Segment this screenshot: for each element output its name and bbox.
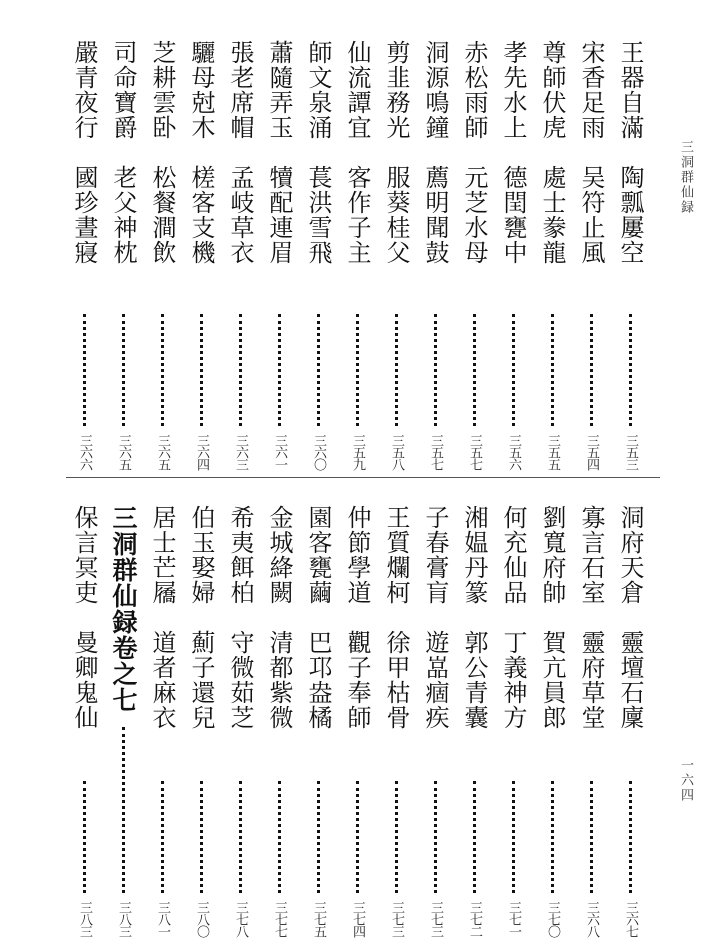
section-divider (66, 477, 660, 478)
toc-entry-title: 嚴青夜行 國珍晝寢 (70, 40, 98, 265)
chapter-title: 三洞群仙録卷之七 (109, 505, 138, 713)
toc-entry-page: 三七一 (506, 901, 521, 937)
toc-entry (419, 505, 451, 937)
toc-entry-page: 三八一 (155, 901, 170, 937)
toc-entry-page: 三五四 (584, 434, 599, 470)
toc-section-top (0, 40, 710, 470)
toc-entry-title: 驪母尅木 槎客支機 (187, 40, 215, 265)
toc-entry-page: 三六七 (623, 901, 638, 937)
toc-entry (458, 505, 490, 937)
dot-leader (83, 781, 86, 893)
toc-entry-page: 三五七 (467, 434, 482, 470)
running-title: 三洞群仙録 (678, 140, 693, 215)
toc-section-bottom (0, 505, 710, 937)
toc-entry-title: 金城絳闕 清都紫微 (265, 505, 293, 730)
toc-entry (575, 40, 607, 470)
toc-entry-title: 蕭隨弄玉 犢配連眉 (265, 40, 293, 265)
toc-entry (107, 40, 139, 470)
dot-leader (239, 314, 242, 426)
toc-entry (146, 505, 178, 937)
toc-entry-title: 芝耕雲卧 松餐澗飲 (148, 40, 176, 265)
toc-entry (224, 40, 256, 470)
toc-entry-page: 三六四 (194, 434, 209, 470)
toc-entry-page: 三六五 (155, 434, 170, 470)
dot-leader (278, 781, 281, 893)
dot-leader (473, 314, 476, 426)
dot-leader (629, 781, 632, 893)
toc-entry (302, 40, 334, 470)
toc-entry-page: 三六〇 (311, 434, 326, 470)
toc-entry-page: 三六三 (233, 434, 248, 470)
toc-entry (380, 505, 412, 937)
toc-entry (68, 505, 100, 937)
toc-entry-title: 司命寶爵 老父神枕 (109, 40, 137, 265)
toc-entry-page: 三六六 (77, 434, 92, 470)
toc-entry-title: 寡言石室 靈府草堂 (577, 505, 605, 730)
toc-entry-page: 三六一 (272, 434, 287, 470)
dot-leader (122, 727, 125, 893)
dot-leader (83, 314, 86, 426)
toc-entry-title: 居士芒屩 道者麻衣 (148, 505, 176, 730)
toc-entry-title: 希夷餌柏 守微茹芝 (226, 505, 254, 730)
toc-entry-title: 王器自滿 陶瓢屢空 (616, 40, 644, 265)
toc-entry (341, 40, 373, 470)
toc-entry-title: 王質爛柯 徐甲枯骨 (382, 505, 410, 730)
dot-leader (122, 314, 125, 426)
toc-entry (614, 505, 646, 937)
toc-entry-title: 仙流譚宜 客作子主 (343, 40, 371, 265)
dot-leader (200, 314, 203, 426)
dot-leader (512, 781, 515, 893)
toc-entry-page: 三七四 (350, 901, 365, 937)
dot-leader (356, 314, 359, 426)
toc-entry (185, 505, 217, 937)
toc-entry (341, 505, 373, 937)
toc-entry-title: 剪韭務光 服葵桂父 (382, 40, 410, 265)
toc-entry (224, 505, 256, 937)
dot-leader (473, 781, 476, 893)
toc-entry-page: 三五九 (350, 434, 365, 470)
toc-entry-page: 三五三 (623, 434, 638, 470)
toc-entry-page: 三五七 (428, 434, 443, 470)
toc-entry (458, 40, 490, 470)
dot-leader (395, 314, 398, 426)
toc-entry-page: 三七三 (389, 901, 404, 937)
dot-leader (200, 781, 203, 893)
dot-leader (317, 781, 320, 893)
toc-entry-page: 三六八 (584, 901, 599, 937)
toc-entry-title: 張老席帽 孟岐草衣 (226, 40, 254, 265)
toc-entry-page: 三八三 (116, 901, 131, 937)
dot-leader (590, 781, 593, 893)
toc-entry (614, 40, 646, 470)
toc-entry-page: 三八三 (77, 901, 92, 937)
toc-entry (380, 40, 412, 470)
toc-entry-title: 孝先水上 德閏甕中 (499, 40, 527, 265)
page-number: 一六四 (678, 758, 693, 803)
toc-entry-title: 劉寬府帥 賀亢員郎 (538, 505, 566, 730)
dot-leader (434, 781, 437, 893)
toc-entry-page: 三八〇 (194, 901, 209, 937)
toc-entry-page: 三七七 (272, 901, 287, 937)
dot-leader (629, 314, 632, 426)
dot-leader (551, 781, 554, 893)
dot-leader (551, 314, 554, 426)
toc-entry (68, 40, 100, 470)
toc-entry-title: 師文泉涌 萇洪雪飛 (304, 40, 332, 265)
dot-leader (590, 314, 593, 426)
toc-entry (497, 505, 529, 937)
dot-leader (278, 314, 281, 426)
toc-entry-page: 三七三 (428, 901, 443, 937)
dot-leader (356, 781, 359, 893)
toc-entry-title: 洞府天倉 靈壇石廩 (616, 505, 644, 730)
toc-entry-title: 何充仙品 丁義神方 (499, 505, 527, 730)
toc-entry (302, 505, 334, 937)
dot-leader (512, 314, 515, 426)
toc-entry (536, 40, 568, 470)
toc-entry-title: 仲節學道 觀子奉師 (343, 505, 371, 730)
toc-entry-title: 洞源鳴鐘 薦明聞鼓 (421, 40, 449, 265)
toc-entry-title: 保言冥吏 曼卿鬼仙 (70, 505, 98, 730)
toc-entry-page: 三五五 (545, 434, 560, 470)
toc-entry-page: 三七二 (467, 901, 482, 937)
toc-entry (575, 505, 607, 937)
toc-entry (263, 505, 295, 937)
toc-entry (419, 40, 451, 470)
toc-entry-title: 湘媪丹篆 郭公青囊 (460, 505, 488, 730)
toc-entry (536, 505, 568, 937)
toc-entry (263, 40, 295, 470)
toc-entry-page: 三五六 (506, 434, 521, 470)
toc-entry-page: 三五八 (389, 434, 404, 470)
dot-leader (317, 314, 320, 426)
dot-leader (161, 781, 164, 893)
toc-entry-title: 伯玉娶婦 薊子還兒 (187, 505, 215, 730)
dot-leader (239, 781, 242, 893)
dot-leader (434, 314, 437, 426)
toc-entry-page: 三七八 (233, 901, 248, 937)
toc-chapter-heading (107, 505, 139, 937)
toc-entry-title: 宋香足雨 吴符止風 (577, 40, 605, 265)
dot-leader (161, 314, 164, 426)
toc-entry (146, 40, 178, 470)
toc-entry-page: 三六五 (116, 434, 131, 470)
toc-entry-title: 尊師伏虎 處士豢龍 (538, 40, 566, 265)
toc-entry-page: 三七五 (311, 901, 326, 937)
toc-entry-page: 三七〇 (545, 901, 560, 937)
dot-leader (395, 781, 398, 893)
toc-entry-title: 子春膏肓 遊嵓痼疾 (421, 505, 449, 730)
toc-entry (497, 40, 529, 470)
toc-entry (185, 40, 217, 470)
toc-entry-title: 園客甕繭 巴邛盎橘 (304, 505, 332, 730)
toc-entry-title: 赤松雨師 元芝水母 (460, 40, 488, 265)
